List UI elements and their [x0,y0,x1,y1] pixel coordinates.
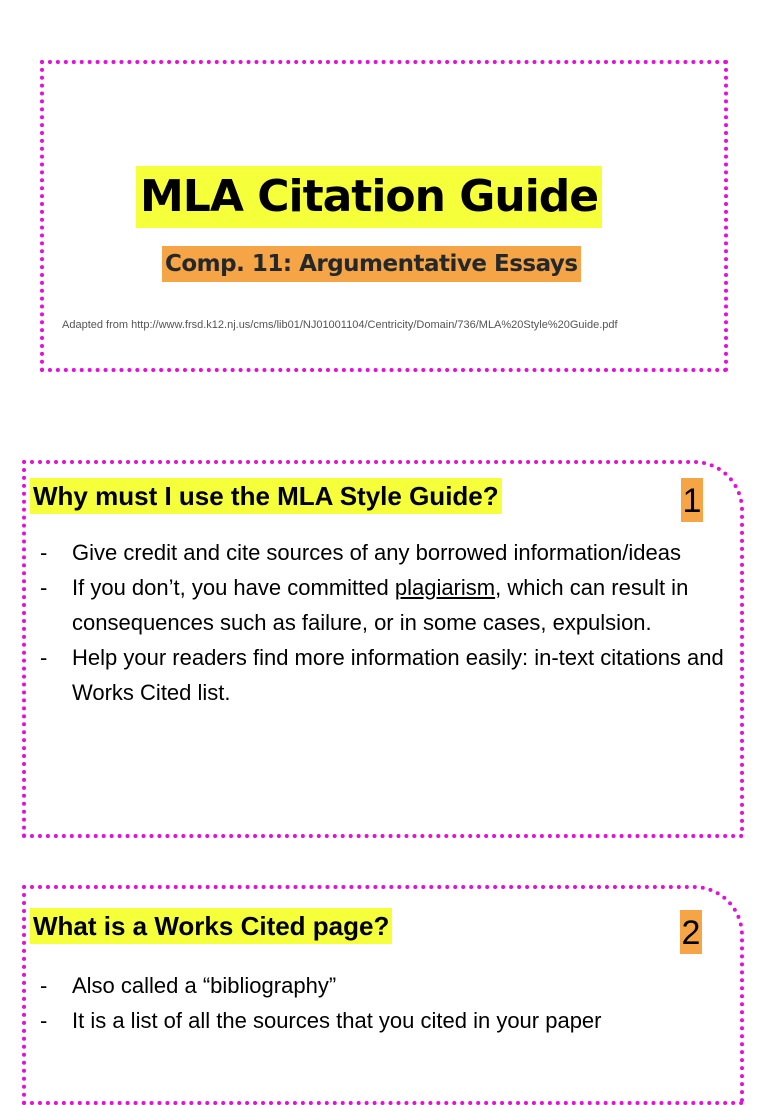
list-item [40,570,730,640]
underlined-term: plagiarism [394,575,496,600]
list-item [40,1003,730,1038]
dash-bullet: - [40,575,48,600]
bullet-text: Give credit and cite sources of any borrowed information/ideas [72,540,681,565]
page-subtitle: Comp. 11: Argumentative Essays [162,246,581,282]
section-2-bullet-list [40,968,730,1038]
dash-bullet: - [40,1008,48,1033]
section-1-bullet-list [40,535,730,710]
bullet-text: It is a list of all the sources that you cited in your paper [72,1008,602,1033]
bullet-text: Also called a “bibliography” [72,973,337,998]
source-note: Adapted from http://www.frsd.k12.nj.us/cms/lib01/NJ01001104/Centricity/Domain/736/MLA%20Style%20Guide.pdf [62,319,618,331]
bullet-text-before: If you don’t, you have committed [72,575,395,600]
list-item [40,535,730,570]
page-title: MLA Citation Guide [136,166,602,228]
bullet-text-after: , which can result in consequences such as failure, or in some cases, expulsion. [72,575,689,635]
bullet-text: Help your readers find more information easily: in-text citations and Works Cited list. [72,645,724,705]
dash-bullet: - [40,645,48,670]
section-number-badge-1: 1 [681,478,703,522]
list-item [40,968,730,1003]
dash-bullet: - [40,540,48,565]
dash-bullet: - [40,973,48,998]
list-item [40,640,730,710]
section-heading-1: Why must I use the MLA Style Guide? [30,478,502,514]
section-number-badge-2: 2 [680,910,702,954]
section-heading-2: What is a Works Cited page? [30,908,392,944]
